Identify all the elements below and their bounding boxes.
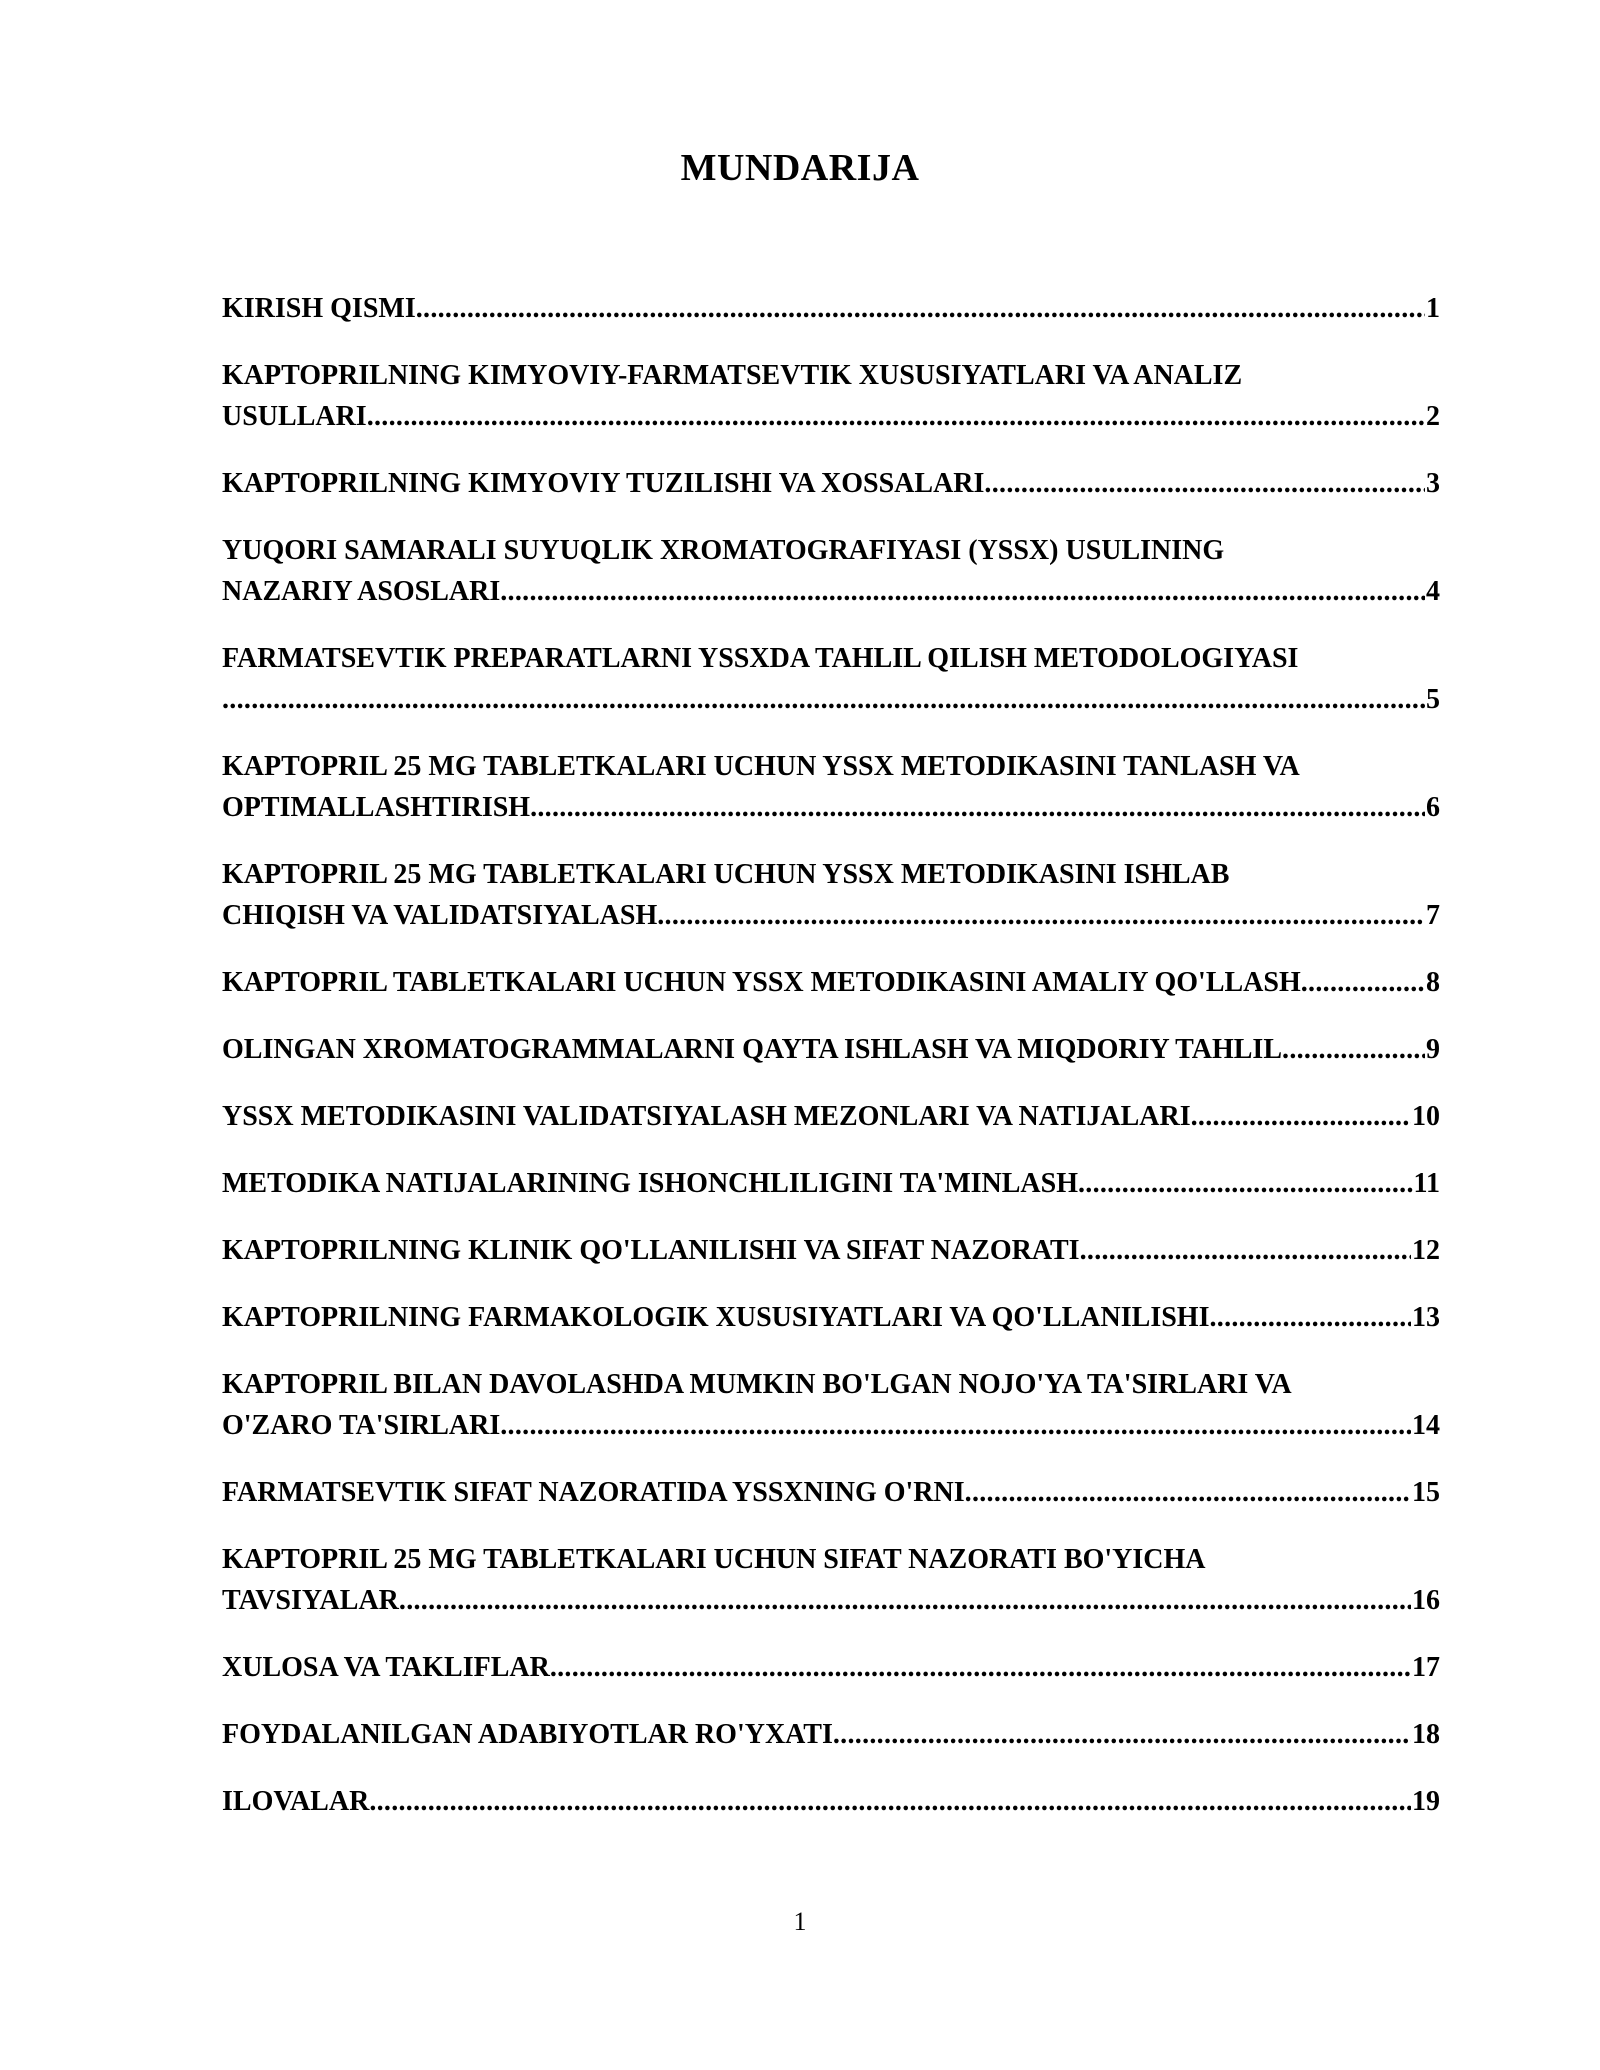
toc-entry-page-number: 9 xyxy=(1426,1034,1440,1065)
toc-entry-page-number: 10 xyxy=(1412,1101,1440,1132)
page-title: MUNDARIJA xyxy=(680,147,920,189)
toc-entry-page-number: 16 xyxy=(1412,1585,1440,1616)
toc-dot-leader xyxy=(833,1714,1411,1755)
table-of-contents xyxy=(222,288,1440,1848)
toc-entry-leader-line xyxy=(222,1580,1440,1621)
toc-entry-page-number: 18 xyxy=(1412,1719,1440,1750)
toc-entry-title: KAPTOPRILNING KIMYOVIY TUZILISHI VA XOSSALARI xyxy=(222,468,985,499)
toc-dot-leader xyxy=(1209,1297,1411,1338)
toc-entry-page-number: 12 xyxy=(1412,1235,1440,1266)
toc-entry-title-line: KAPTOPRIL 25 MG TABLETKALARI UCHUN SIFAT NAZORATI BO'YICHA xyxy=(222,1544,1206,1575)
toc-dot-leader xyxy=(500,1405,1411,1446)
toc-entry-leader-line xyxy=(222,1714,1440,1755)
toc-dot-leader xyxy=(222,679,1425,720)
toc-entry[interactable] xyxy=(222,1029,1440,1070)
toc-entry-title-line: YUQORI SAMARALI SUYUQLIK XROMATOGRAFIYASI (YSSX) USULINING xyxy=(222,535,1225,566)
toc-entry-page-number: 14 xyxy=(1412,1410,1440,1441)
toc-entry-leader-line xyxy=(222,571,1440,612)
toc-entry[interactable] xyxy=(222,1096,1440,1137)
toc-entry-title: O'ZARO TA'SIRLARI xyxy=(222,1410,501,1441)
toc-entry-title: KIRISH QISMI xyxy=(222,293,416,324)
toc-entry[interactable] xyxy=(222,854,1440,936)
toc-dot-leader xyxy=(1301,962,1425,1003)
toc-entry-leader-line xyxy=(222,396,1440,437)
toc-entry-page-number: 8 xyxy=(1426,967,1440,998)
toc-entry-title: CHIQISH VA VALIDATSIYALASH xyxy=(222,900,658,931)
toc-entry-page-number: 4 xyxy=(1426,576,1440,607)
toc-entry-page-number: 19 xyxy=(1412,1786,1440,1817)
toc-dot-leader xyxy=(369,1781,1411,1822)
toc-entry[interactable] xyxy=(222,1364,1440,1446)
toc-entry[interactable] xyxy=(222,1781,1440,1822)
toc-entry-title-line: FARMATSEVTIK PREPARATLARNI YSSXDA TAHLIL QILISH METODOLOGIYASI xyxy=(222,643,1299,674)
toc-entry-leader-line xyxy=(222,1096,1440,1137)
toc-dot-leader xyxy=(984,463,1425,504)
toc-entry-title: OPTIMALLASHTIRISH xyxy=(222,792,531,823)
toc-entry[interactable] xyxy=(222,1230,1440,1271)
toc-entry[interactable] xyxy=(222,530,1440,612)
toc-entry-title: YSSX METODIKASINI VALIDATSIYALASH MEZONLARI VA NATIJALARI xyxy=(222,1101,1191,1132)
toc-entry-title-line: KAPTOPRIL BILAN DAVOLASHDA MUMKIN BO'LGAN NOJO'YA TA'SIRLARI VA xyxy=(222,1369,1292,1400)
toc-entry-leader-line xyxy=(222,1647,1440,1688)
toc-entry-page-number: 5 xyxy=(1426,684,1440,715)
toc-entry[interactable] xyxy=(222,1163,1440,1204)
toc-dot-leader xyxy=(1080,1230,1411,1271)
toc-entry[interactable] xyxy=(222,355,1440,437)
toc-entry-title: KAPTOPRILNING FARMAKOLOGIK XUSUSIYATLARI VA QO'LLANILISHI xyxy=(222,1302,1210,1333)
toc-entry-leader-line xyxy=(222,1163,1440,1204)
toc-dot-leader xyxy=(657,895,1425,936)
toc-entry-leader-line xyxy=(222,463,1440,504)
toc-entry-leader-line xyxy=(222,895,1440,936)
toc-entry-page-number: 7 xyxy=(1426,900,1440,931)
toc-entry-leader-line xyxy=(222,1029,1440,1070)
toc-entry-title: ILOVALAR xyxy=(222,1786,370,1817)
toc-entry-leader-line xyxy=(222,679,1440,720)
toc-entry-page-number: 15 xyxy=(1412,1477,1440,1508)
toc-dot-leader xyxy=(1282,1029,1425,1070)
toc-dot-leader xyxy=(399,1580,1411,1621)
toc-entry[interactable] xyxy=(222,1297,1440,1338)
toc-entry-page-number: 13 xyxy=(1412,1302,1440,1333)
toc-entry[interactable] xyxy=(222,288,1440,329)
toc-dot-leader xyxy=(500,571,1425,612)
toc-entry-title: TAVSIYALAR xyxy=(222,1585,399,1616)
toc-entry-page-number: 17 xyxy=(1412,1652,1440,1683)
toc-entry-page-number: 1 xyxy=(1426,293,1440,324)
toc-entry-title-line: KAPTOPRILNING KIMYOVIY-FARMATSEVTIK XUSUSIYATLARI VA ANALIZ xyxy=(222,360,1243,391)
toc-entry[interactable] xyxy=(222,1472,1440,1513)
toc-entry-leader-line xyxy=(222,1405,1440,1446)
toc-entry[interactable] xyxy=(222,1647,1440,1688)
toc-entry-page-number: 3 xyxy=(1426,468,1440,499)
toc-entry[interactable] xyxy=(222,962,1440,1003)
toc-entry[interactable] xyxy=(222,1714,1440,1755)
toc-entry-leader-line xyxy=(222,1781,1440,1822)
toc-entry-page-number: 6 xyxy=(1426,792,1440,823)
toc-entry[interactable] xyxy=(222,746,1440,828)
toc-dot-leader xyxy=(1191,1096,1411,1137)
toc-entry-page-number: 11 xyxy=(1413,1168,1440,1199)
toc-entry-title-line: KAPTOPRIL 25 MG TABLETKALARI UCHUN YSSX METODIKASINI TANLASH VA xyxy=(222,751,1300,782)
toc-entry-title: KAPTOPRILNING KLINIK QO'LLANILISHI VA SIFAT NAZORATI xyxy=(222,1235,1080,1266)
toc-entry-title: FOYDALANILGAN ADABIYOTLAR RO'YXATI xyxy=(222,1719,833,1750)
toc-entry-title: KAPTOPRIL TABLETKALARI UCHUN YSSX METODIKASINI AMALIY QO'LLASH xyxy=(222,967,1301,998)
toc-entry-leader-line xyxy=(222,1472,1440,1513)
toc-entry-leader-line xyxy=(222,1230,1440,1271)
toc-entry[interactable] xyxy=(222,638,1440,720)
toc-entry-leader-line xyxy=(222,1297,1440,1338)
toc-dot-leader xyxy=(1078,1163,1413,1204)
toc-dot-leader xyxy=(550,1647,1411,1688)
toc-dot-leader xyxy=(416,288,1425,329)
toc-entry-title: FARMATSEVTIK SIFAT NAZORATIDA YSSXNING O'RNI xyxy=(222,1477,965,1508)
toc-entry-leader-line xyxy=(222,787,1440,828)
toc-dot-leader xyxy=(530,787,1425,828)
toc-entry-title: METODIKA NATIJALARINING ISHONCHLILIGINI TA'MINLASH xyxy=(222,1168,1078,1199)
toc-entry[interactable] xyxy=(222,463,1440,504)
toc-entry-title: NAZARIY ASOSLARI xyxy=(222,576,501,607)
toc-entry[interactable] xyxy=(222,1539,1440,1621)
toc-entry-title: OLINGAN XROMATOGRAMMALARNI QAYTA ISHLASH VA MIQDORIY TAHLIL xyxy=(222,1034,1283,1065)
toc-dot-leader xyxy=(965,1472,1411,1513)
page-number: 1 xyxy=(793,1907,807,1936)
toc-entry-leader-line xyxy=(222,288,1440,329)
toc-entry-title-line: KAPTOPRIL 25 MG TABLETKALARI UCHUN YSSX METODIKASINI ISHLAB xyxy=(222,859,1230,890)
toc-entry-page-number: 2 xyxy=(1426,401,1440,432)
toc-entry-title: XULOSA VA TAKLIFLAR xyxy=(222,1652,550,1683)
toc-entry-title: USULLARI xyxy=(222,401,367,432)
toc-entry-leader-line xyxy=(222,962,1440,1003)
toc-dot-leader xyxy=(367,396,1425,437)
